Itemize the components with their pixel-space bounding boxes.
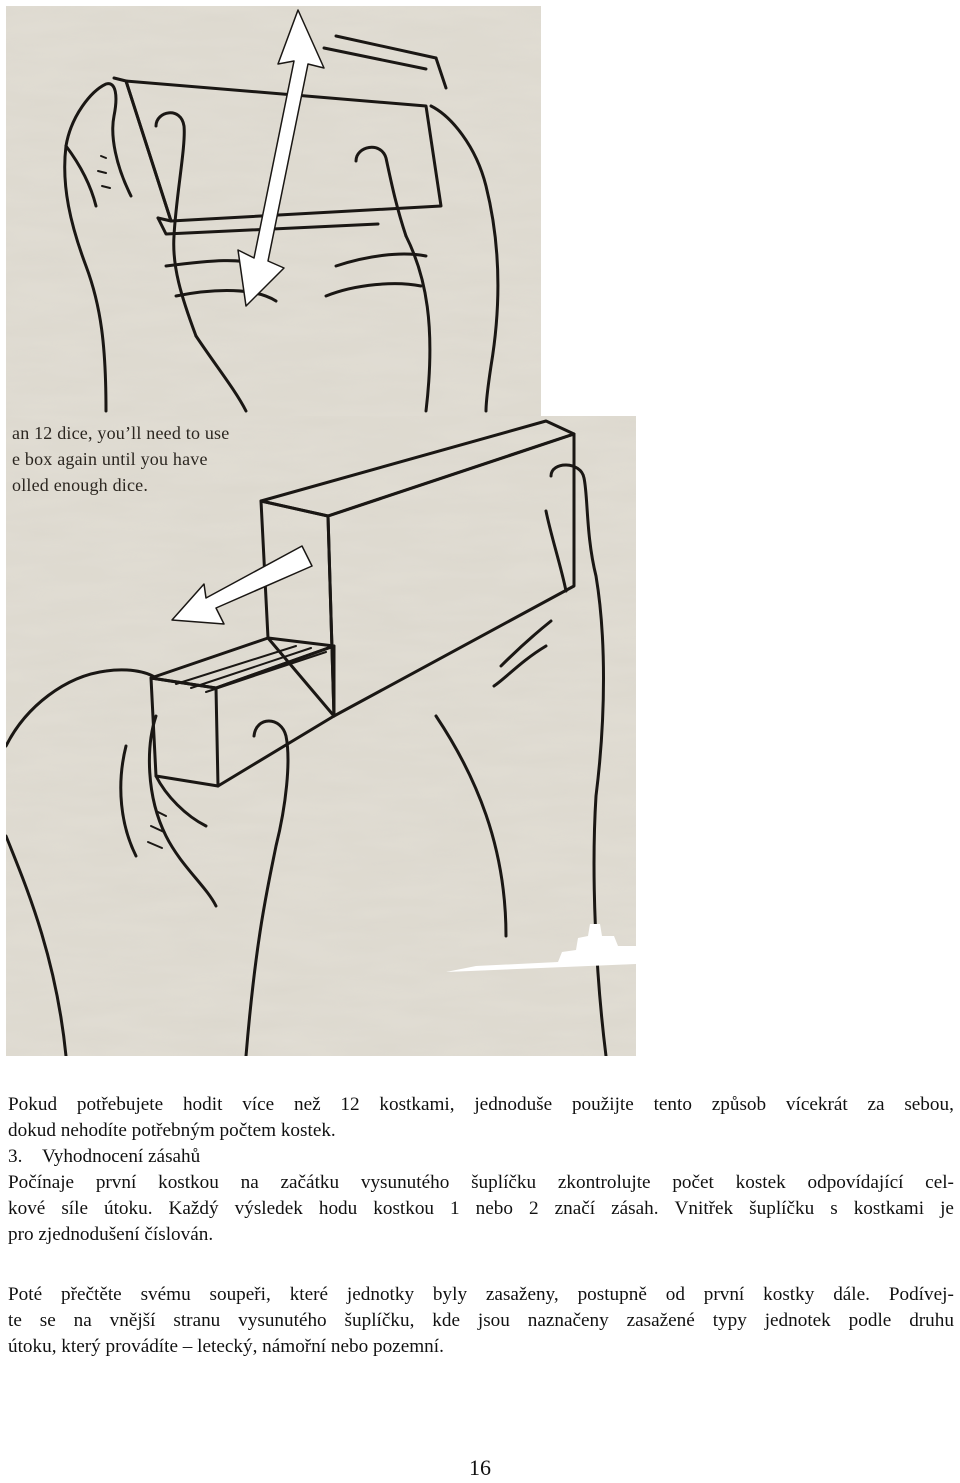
paragraph-line (8, 1170, 954, 1196)
paragraph-word: vysunutého (360, 1172, 450, 1193)
paragraph-line (8, 1196, 954, 1222)
paragraph-word: dále. (833, 1284, 870, 1305)
paragraph-word: kostky (763, 1284, 815, 1305)
paragraph-word: jednotek (764, 1310, 831, 1331)
paragraph-word: 2 (528, 1198, 539, 1219)
paragraph-read-hits (8, 1282, 954, 1360)
paragraph-word: typy (712, 1310, 747, 1331)
paragraph-word: 12 (340, 1094, 360, 1115)
paragraph-word: vnější (109, 1310, 156, 1331)
paragraph-word: zasažené (626, 1310, 695, 1331)
paragraph-word: počet (672, 1172, 714, 1193)
paragraph-word: 1 (450, 1198, 460, 1219)
paragraph-word: se (39, 1310, 56, 1331)
paragraph-word: jsou (477, 1310, 510, 1331)
paragraph-word: hodu (318, 1198, 358, 1219)
paragraph-word: zásah. (611, 1198, 659, 1219)
paragraph-word: sebou, (904, 1094, 954, 1115)
paragraph-word: síle (61, 1198, 88, 1219)
paragraph-word: kde (432, 1310, 460, 1331)
paragraph-line (8, 1308, 954, 1334)
paragraph-word: hodit (182, 1094, 223, 1115)
paragraph-word: s (830, 1198, 838, 1219)
paragraph-word: vícekrát (785, 1094, 848, 1115)
paragraph-word: za (867, 1094, 885, 1115)
paragraph-word: jednotky (346, 1284, 415, 1305)
illustration-caption (12, 420, 229, 498)
section-heading (8, 1144, 954, 1170)
paragraph-word: kové (8, 1198, 46, 1219)
paragraph-word: byly (432, 1284, 468, 1305)
paragraph-line (8, 1334, 954, 1360)
paragraph-word: začátku (280, 1172, 340, 1193)
paragraph-word: výsledek (234, 1198, 303, 1219)
paragraph-hit-evaluation (8, 1170, 954, 1248)
illustration-drawer-pull (6, 416, 636, 1056)
paragraph-word: podle (848, 1310, 892, 1331)
paragraph-word: na (73, 1310, 92, 1331)
shaking-box-drawing (6, 6, 541, 416)
paragraph-word: vysunutého (238, 1310, 327, 1331)
paragraph-word: svému (140, 1284, 191, 1305)
paragraph-word: nebo (475, 1198, 513, 1219)
paragraph-word: odpovídající (807, 1172, 904, 1193)
paragraph-line (8, 1092, 954, 1118)
paragraph-word: Počínaje (8, 1172, 75, 1193)
paragraph-line-text: pro zjednodušení číslován. (8, 1224, 214, 1245)
paragraph-word: než (293, 1094, 321, 1115)
paragraph-word: útoku. (104, 1198, 153, 1219)
paragraph-word: od (665, 1284, 685, 1305)
paragraph-word: značí (554, 1198, 596, 1219)
paragraph-word: jednoduše (474, 1094, 553, 1115)
paragraph-word: šuplíčku, (344, 1310, 415, 1331)
paragraph-word: kostkou (373, 1198, 435, 1219)
paragraph-word: naznačeny (527, 1310, 609, 1331)
paragraph-word: které (289, 1284, 329, 1305)
paragraph-word: cel- (925, 1172, 954, 1193)
paragraph-word: kostkou (158, 1172, 219, 1193)
paragraph-word: kostek (735, 1172, 786, 1193)
paragraph-word: přečtěte (60, 1284, 122, 1305)
illustration-caption-line: olled enough dice. (12, 475, 149, 495)
paragraph-line (8, 1118, 954, 1144)
illustration-caption-line: an 12 dice, you’ll need to use (12, 423, 230, 443)
paragraph-word: šuplíčku (749, 1198, 815, 1219)
paragraph-word: te (8, 1310, 22, 1331)
paragraph-word: potřebujete (76, 1094, 164, 1115)
paragraph-word: na (240, 1172, 259, 1193)
section-number: 3. (8, 1146, 23, 1167)
paragraph-word: zasaženy, (485, 1284, 559, 1305)
drawer-pull-drawing (6, 416, 636, 1056)
paragraph-word: kostkami (853, 1198, 925, 1219)
paragraph-rolling-more-dice (8, 1092, 954, 1144)
paragraph-line-text: útoku, který provádíte – letecký, námořní nebo pozemní. (8, 1336, 444, 1357)
paragraph-word: první (95, 1172, 137, 1193)
paragraph-word: Poté (8, 1284, 43, 1305)
illustration-caption-line: e box again until you have (12, 449, 208, 469)
paragraph-word: způsob (711, 1094, 767, 1115)
paragraph-line-text: dokud nehodíte potřebným počtem kostek. (8, 1120, 336, 1141)
paragraph-word: stranu (173, 1310, 221, 1331)
section-title: Vyhodnocení zásahů (42, 1146, 201, 1167)
paragraph-word: Každý (168, 1198, 219, 1219)
paragraph-word: použijte (571, 1094, 634, 1115)
paragraph-word: druhu (909, 1310, 954, 1331)
page-number: 16 (469, 1455, 491, 1480)
paragraph-word: je (940, 1198, 954, 1219)
paragraph-word: postupně (577, 1284, 647, 1305)
paragraph-word: tento (653, 1094, 692, 1115)
paragraph-word: Vnitřek (674, 1198, 734, 1219)
paragraph-word: šuplíčku (471, 1172, 537, 1193)
paragraph-line (8, 1222, 954, 1248)
paragraph-word: Pokud (8, 1094, 58, 1115)
paragraph-word: první (703, 1284, 745, 1305)
paragraph-word: kostkami, (379, 1094, 455, 1115)
paragraph-word: Podívej- (888, 1284, 954, 1305)
paragraph-word: více (242, 1094, 275, 1115)
paragraph-word: zkontrolujte (557, 1172, 651, 1193)
paragraph-line (8, 1282, 954, 1308)
illustration-shaking-box (6, 6, 541, 416)
paragraph-word: soupeři, (209, 1284, 271, 1305)
